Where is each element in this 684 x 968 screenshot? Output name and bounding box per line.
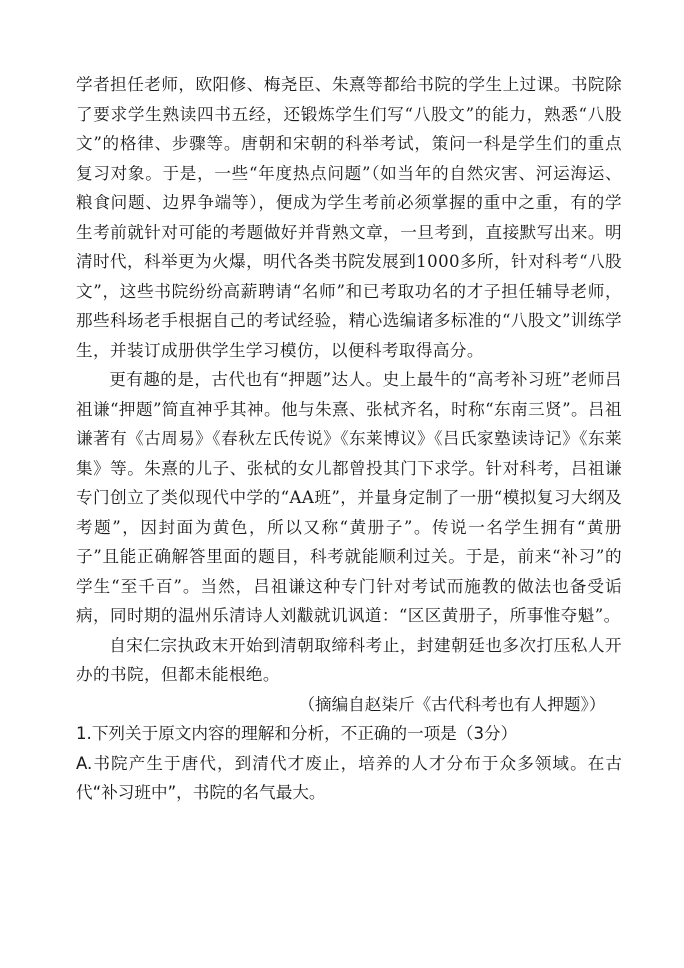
document-page: [76, 70, 622, 808]
question-option-a: A.书院产生于唐代，到清代才废止，培养的人才分布于众多领域。在古代“补习班中”，书院的名气最大。: [76, 753, 622, 802]
article-source: （摘编自赵柒斤《古代科考也有人押题》）: [298, 694, 606, 714]
article-paragraph-3: 自宋仁宗执政末开始到清朝取缔科考止，封建朝廷也多次打压私人开办的书院，但都未能根绝。: [76, 635, 622, 684]
article-paragraph-2: 更有趣的是，古代也有“押题”达人。史上最牛的“高考补习班”老师吕祖谦“押题”简直神乎其神。他与朱熹、张栻齐名，时称“东南三贤”。吕祖谦著有《古周易》《春秋左氏传说》《东莱博议》《吕氏家塾读诗记》《东莱集》等。朱熹的儿子、张栻的女儿都曾投其门下求学。针对科考，吕祖谦专门创立了类似现代中学的“AA班”，并量身定制了一册“模拟复习大纲及考题”，因封面为黄色，所以又称“黄册子”。传说一名学生拥有“黄册子”且能正确解答里面的题目，科考就能顺利过关。于是，前来“补习”的学生“至千百”。当然，吕祖谦这种专门针对考试而施教的做法也备受诟病，同时期的温州乐清诗人刘黻就讥讽道：“区区黄册子，所事惟夺魁”。: [76, 370, 622, 625]
question-stem: 1.下列关于原文内容的理解和分析，不正确的一项是（3分）: [76, 724, 518, 743]
article-paragraph-1: 学者担任老师，欧阳修、梅尧臣、朱熹等都给书院的学生上过课。书院除了要求学生熟读四书五经，还锻炼学生们写“八股文”的能力，熟悉“八股文”的格律、步骤等。唐朝和宋朝的科举考试，策问一科是学生们的重点复习对象。于是，一些“年度热点问题”（如当年的自然灾害、河运海运、粮食问题、边界争端等），便成为学生考前必须掌握的重中之重，有的学生考前就针对可能的考题做好并背熟文章，一旦考到，直接默写出来。明清时代，科举更为火爆，明代各类书院发展到1000多所，针对科考“八股文”，这些书院纷纷高薪聘请“名师”和已考取功名的才子担任辅导老师，那些科场老手根据自己的考试经验，精心选编诸多标准的“八股文”训练学生，并装订成册供学生学习模仿，以便科考取得高分。: [76, 75, 622, 360]
